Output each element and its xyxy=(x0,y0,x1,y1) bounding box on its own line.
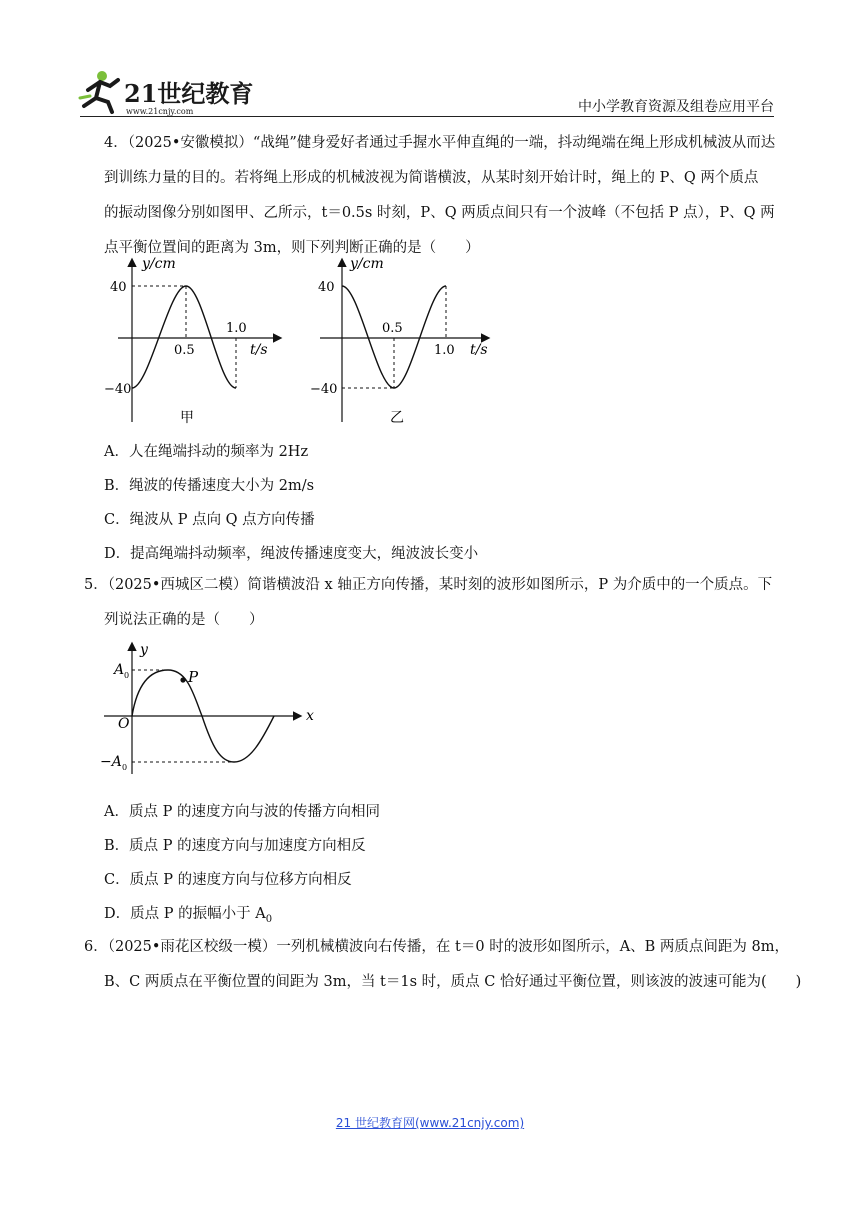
q5-amp-pos-sub: 0 xyxy=(124,671,130,680)
question-5-line: 5．（2025•西城区二模）简谐横波沿 x 轴正方向传播，某时刻的波形如图所示，P 为介质中的一个质点。下 xyxy=(84,577,773,593)
q5-point-p xyxy=(180,677,185,682)
question-4-line: 的振动图像分别如图甲、乙所示，t＝0.5s 时刻，P、Q 两质点间只有一个波峰（不包括 P 点），P、Q 两 xyxy=(104,205,775,221)
yi-tick-neg40: −40 xyxy=(310,382,338,397)
yi-tick-one: 1.0 xyxy=(434,343,455,358)
jia-tick-40: 40 xyxy=(110,280,127,295)
question-6-text xyxy=(84,930,802,1000)
q5-point-label: P xyxy=(188,668,199,686)
question-4-line: 4．（2025•安徽模拟）“战绳”健身爱好者通过手握水平伸直绳的一端，抖动绳端在绳上形成机械波从而达 xyxy=(104,135,776,151)
footer xyxy=(0,1114,860,1131)
graph-yi xyxy=(306,254,502,430)
question-5-text xyxy=(84,568,784,638)
question-5-line: 列说法正确的是（ ） xyxy=(104,612,264,628)
question-4-option-a[interactable]: A．人在绳端抖动的频率为 2Hz xyxy=(104,444,309,460)
question-5-option-c[interactable]: C．质点 P 的速度方向与位移方向相反 xyxy=(104,872,352,888)
question-4-text xyxy=(104,126,784,266)
site-logo xyxy=(78,68,258,118)
jia-tick-one: 1.0 xyxy=(226,321,247,336)
question-6-line: 6．（2025•雨花区校级一模）一列机械横波向右传播，在 t＝0 时的波形如图所示，A、B 两质点间距为 8m， xyxy=(84,939,790,955)
question-5-option-d-sub: 0 xyxy=(265,913,273,925)
question-4-option-b[interactable]: B．绳波的传播速度大小为 2m/s xyxy=(104,478,315,494)
jia-curve xyxy=(132,286,236,388)
question-5-option-a[interactable]: A．质点 P 的速度方向与波的传播方向相同 xyxy=(104,804,380,820)
question-4-line: 点平衡位置间的距离为 3m，则下列判断正确的是（ ） xyxy=(104,240,480,256)
q5-amp-pos: A xyxy=(114,662,125,678)
yi-tick-40: 40 xyxy=(318,280,335,295)
platform-title: 中小学教育资源及组卷应用平台 xyxy=(578,99,774,115)
q5-amp-neg-sub: 0 xyxy=(122,763,128,772)
yi-curve xyxy=(342,286,446,388)
yi-ylabel: y/cm xyxy=(350,256,384,272)
jia-caption: 甲 xyxy=(180,410,194,426)
jia-tick-half: 0.5 xyxy=(174,343,195,358)
jia-xlabel: t/s xyxy=(250,342,268,358)
question-4-option-c[interactable]: C．绳波从 P 点向 Q 点方向传播 xyxy=(104,512,315,528)
question-4-option-d[interactable]: D．提高绳端抖动频率，绳波传播速度变大，绳波波长变小 xyxy=(104,546,479,562)
question-6-line: B、C 两质点在平衡位置的间距为 3m，当 t＝1s 时，质点 C 恰好通过平衡位置，则该波的波速可能为( ) xyxy=(104,974,802,990)
question-4-line: 到训练力量的目的。若将绳上形成的机械波视为简谐横波，从某时刻开始计时，绳上的 P、Q 两个质点 xyxy=(104,170,759,186)
jia-ylabel: y/cm xyxy=(142,256,176,272)
question-5-option-b[interactable]: B．质点 P 的速度方向与加速度方向相反 xyxy=(104,838,366,854)
footer-link[interactable]: 21 世纪教育网(www.21cnjy.com) xyxy=(335,1116,525,1130)
jia-tick-neg40: −40 xyxy=(104,382,132,397)
question-5-option-d[interactable] xyxy=(104,902,272,925)
q5-xlabel: x xyxy=(306,708,314,724)
logo-text: 21世纪教育 xyxy=(124,79,254,108)
q5-origin: O xyxy=(118,716,130,732)
graph-jia xyxy=(104,254,294,430)
header-divider xyxy=(80,116,774,117)
yi-xlabel: t/s xyxy=(470,342,488,358)
yi-tick-half: 0.5 xyxy=(382,321,403,336)
graph-q5 xyxy=(98,640,328,776)
q5-ylabel: y xyxy=(140,642,148,658)
question-5-option-d-text: D．质点 P 的振幅小于 A xyxy=(104,906,266,922)
logo-url: www.21cnjy.com xyxy=(126,107,194,116)
yi-caption: 乙 xyxy=(390,410,404,426)
q5-amp-neg: −A xyxy=(100,754,122,770)
